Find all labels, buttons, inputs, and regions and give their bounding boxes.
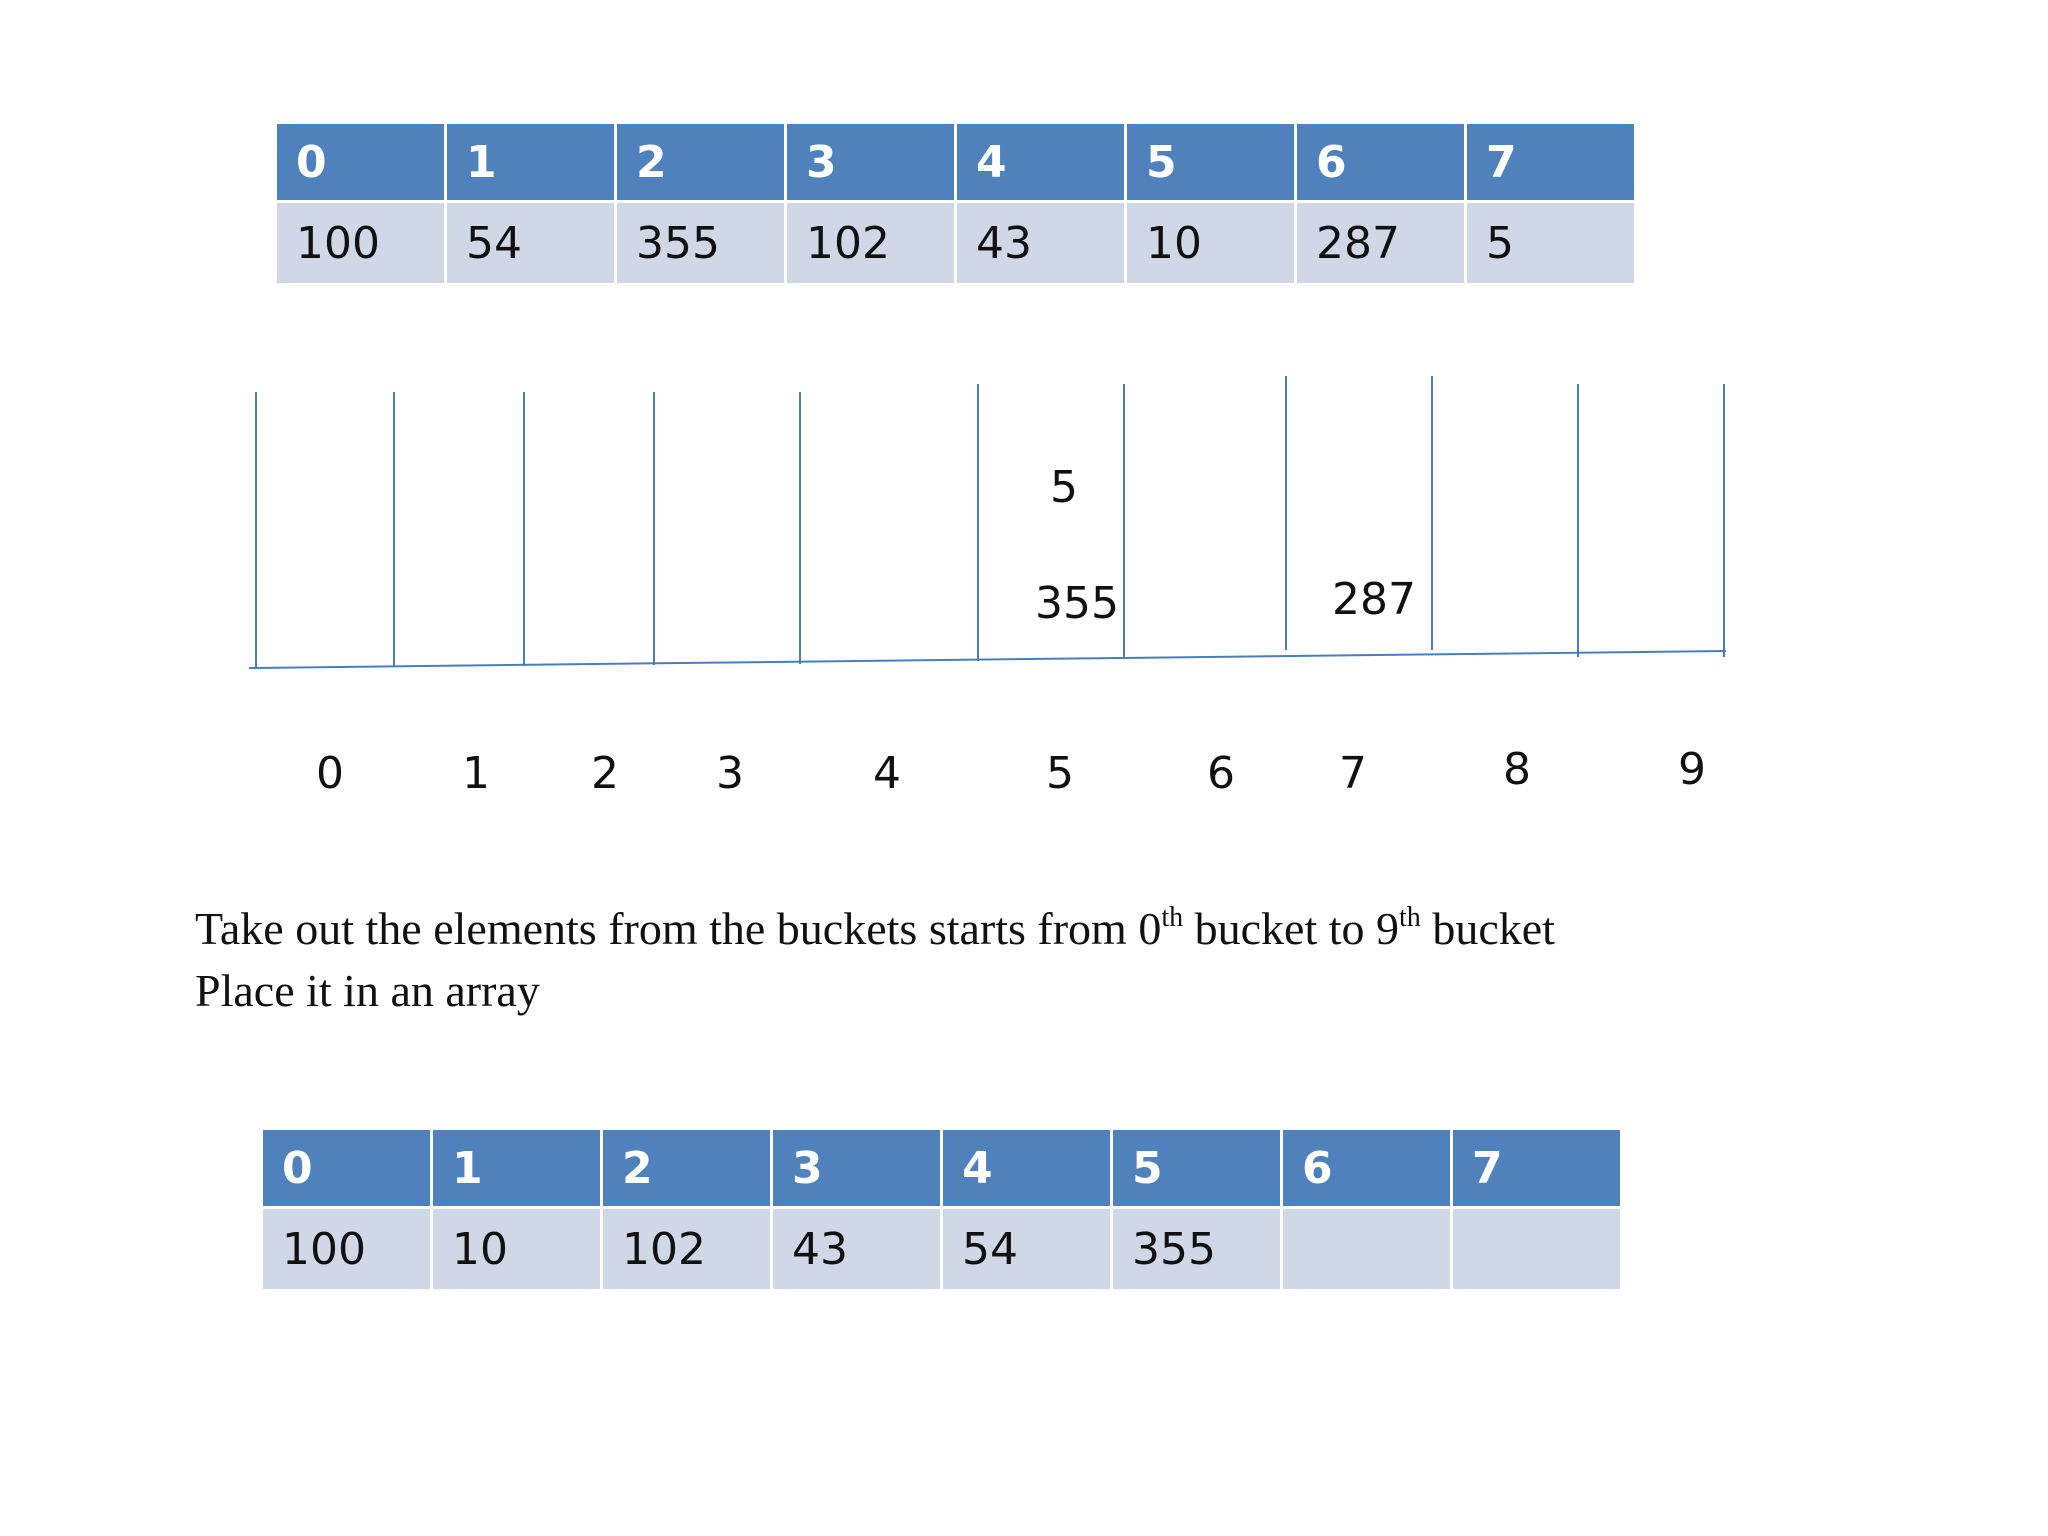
value-cell: 100 bbox=[277, 203, 444, 283]
value-cell: 355 bbox=[617, 203, 784, 283]
index-cell: 0 bbox=[277, 124, 444, 200]
value-cell: 54 bbox=[447, 203, 614, 283]
bucket-label: 4 bbox=[873, 748, 901, 799]
value-cell bbox=[1283, 1209, 1450, 1289]
index-cell: 4 bbox=[943, 1130, 1110, 1206]
index-cell: 2 bbox=[617, 124, 784, 200]
bucket-label: 9 bbox=[1678, 744, 1706, 795]
index-cell: 5 bbox=[1113, 1130, 1280, 1206]
value-cell: 287 bbox=[1297, 203, 1464, 283]
result-array-value-row bbox=[263, 1209, 1620, 1289]
result-array-table bbox=[260, 1127, 1623, 1292]
bucket-label: 6 bbox=[1207, 748, 1235, 799]
value-cell: 355 bbox=[1113, 1209, 1280, 1289]
index-cell: 0 bbox=[263, 1130, 430, 1206]
bucket-baseline bbox=[249, 651, 1726, 668]
value-cell: 100 bbox=[263, 1209, 430, 1289]
bucket-label: 8 bbox=[1503, 744, 1531, 795]
value-cell: 102 bbox=[603, 1209, 770, 1289]
instruction-line-1: Take out the elements from the buckets starts from 0th bucket to 9th bucket bbox=[195, 902, 1555, 954]
bucket-label: 3 bbox=[716, 748, 744, 799]
value-cell: 10 bbox=[1127, 203, 1294, 283]
index-cell: 6 bbox=[1297, 124, 1464, 200]
index-cell: 5 bbox=[1127, 124, 1294, 200]
value-cell: 10 bbox=[433, 1209, 600, 1289]
index-cell: 6 bbox=[1283, 1130, 1450, 1206]
index-cell: 3 bbox=[773, 1130, 940, 1206]
instruction-text bbox=[195, 898, 1555, 1022]
value-cell: 43 bbox=[957, 203, 1124, 283]
index-cell: 4 bbox=[957, 124, 1124, 200]
index-cell: 7 bbox=[1467, 124, 1634, 200]
value-cell: 102 bbox=[787, 203, 954, 283]
bucket-5-item: 355 bbox=[1035, 578, 1119, 629]
value-cell: 5 bbox=[1467, 203, 1634, 283]
index-cell: 2 bbox=[603, 1130, 770, 1206]
bucket-label: 5 bbox=[1046, 748, 1074, 799]
bucket-7-item: 287 bbox=[1332, 574, 1416, 625]
bucket-label: 1 bbox=[462, 748, 490, 799]
index-cell: 3 bbox=[787, 124, 954, 200]
index-cell: 7 bbox=[1453, 1130, 1620, 1206]
bucket-label: 2 bbox=[591, 748, 619, 799]
index-cell: 1 bbox=[433, 1130, 600, 1206]
bucket-label: 0 bbox=[316, 748, 344, 799]
bucket-label: 7 bbox=[1339, 748, 1367, 799]
index-cell: 1 bbox=[447, 124, 614, 200]
bucket-5-item: 5 bbox=[1050, 462, 1078, 513]
value-cell: 54 bbox=[943, 1209, 1110, 1289]
instruction-line-2: Place it in an array bbox=[195, 965, 540, 1016]
value-cell: 43 bbox=[773, 1209, 940, 1289]
value-cell bbox=[1453, 1209, 1620, 1289]
result-array-index-row bbox=[263, 1130, 1620, 1206]
